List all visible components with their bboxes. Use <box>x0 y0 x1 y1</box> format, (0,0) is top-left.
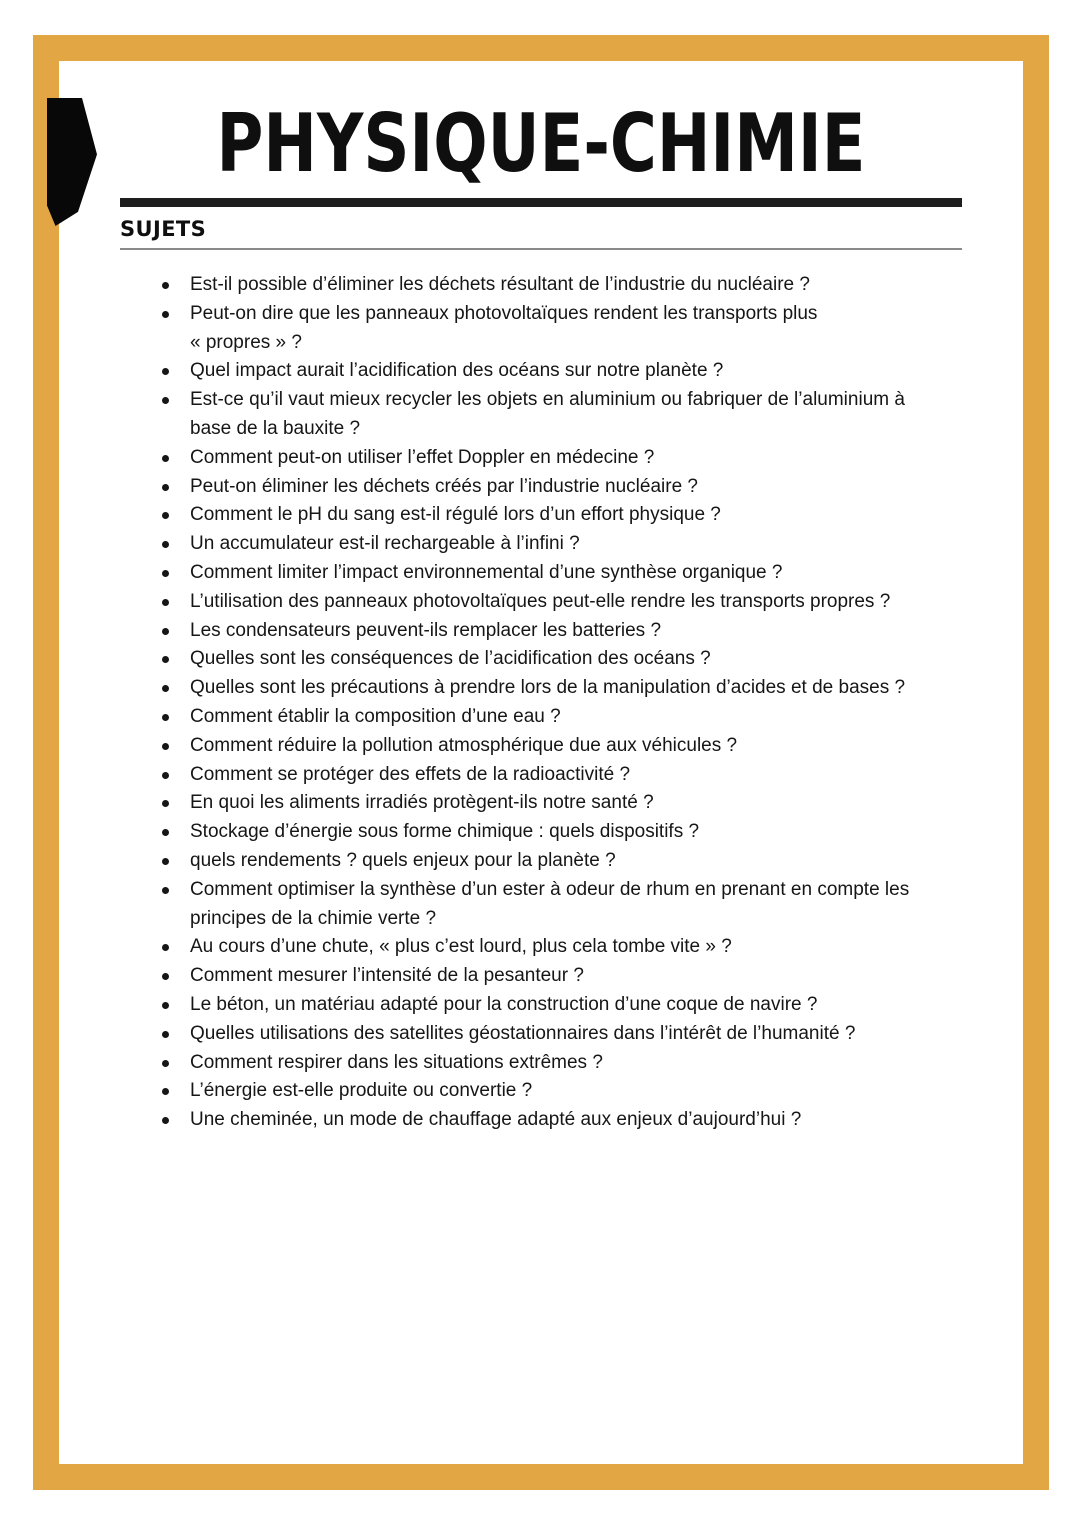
list-item: Une cheminée, un mode de chauffage adapté aux enjeux d’aujourd’hui ? <box>120 1106 932 1135</box>
list-item: Comment le pH du sang est-il régulé lors d’un effort physique ? <box>120 501 932 530</box>
list-item: Quelles sont les conséquences de l’acidification des océans ? <box>120 645 932 674</box>
list-item: Quelles utilisations des satellites géostationnaires dans l’intérêt de l’humanité ? <box>120 1020 932 1049</box>
list-item: Au cours d’une chute, « plus c’est lourd, plus cela tombe vite » ? <box>120 933 932 962</box>
title-rule <box>120 198 962 207</box>
list-item: Comment respirer dans les situations extrêmes ? <box>120 1049 932 1078</box>
list-item: Comment limiter l’impact environnemental d’une synthèse organique ? <box>120 559 932 588</box>
list-item: Le béton, un matériau adapté pour la construction d’une coque de navire ? <box>120 991 932 1020</box>
list-item: quels rendements ? quels enjeux pour la planète ? <box>120 847 932 876</box>
section-rule <box>120 248 962 250</box>
list-item: Peut-on dire que les panneaux photovoltaïques rendent les transports plus « propres » ? <box>120 300 932 358</box>
list-item: Quelles sont les précautions à prendre lors de la manipulation d’acides et de bases ? <box>120 674 932 703</box>
list-item: L’utilisation des panneaux photovoltaïques peut-elle rendre les transports propres ? <box>120 588 932 617</box>
list-item: Les condensateurs peuvent-ils remplacer les batteries ? <box>120 617 932 646</box>
list-item: Comment mesurer l’intensité de la pesanteur ? <box>120 962 932 991</box>
list-item: Peut-on éliminer les déchets créés par l’industrie nucléaire ? <box>120 473 932 502</box>
list-item: En quoi les aliments irradiés protègent-ils notre santé ? <box>120 789 932 818</box>
list-item: Est-il possible d’éliminer les déchets résultant de l’industrie du nucléaire ? <box>120 271 932 300</box>
page-title: PHYSIQUE-CHIMIE <box>216 97 866 190</box>
list-item: Comment optimiser la synthèse d’un ester à odeur de rhum en prenant en compte les principes de la chimie verte ? <box>120 876 932 934</box>
subject-list <box>120 271 932 1135</box>
list-item: Comment établir la composition d’une eau ? <box>120 703 932 732</box>
list-item: Comment peut-on utiliser l’effet Doppler en médecine ? <box>120 444 932 473</box>
list-item: Stockage d’énergie sous forme chimique : quels dispositifs ? <box>120 818 932 847</box>
list-item: Est-ce qu’il vaut mieux recycler les objets en aluminium ou fabriquer de l’aluminium à base de la bauxite ? <box>120 386 932 444</box>
list-item: Un accumulateur est-il rechargeable à l’infini ? <box>120 530 932 559</box>
list-item: Comment se protéger des effets de la radioactivité ? <box>120 761 932 790</box>
list-item: Quel impact aurait l’acidification des océans sur notre planète ? <box>120 357 932 386</box>
document-content <box>120 97 962 1135</box>
list-item: Comment réduire la pollution atmosphérique due aux véhicules ? <box>120 732 932 761</box>
list-item: L’énergie est-elle produite ou convertie ? <box>120 1077 932 1106</box>
section-heading: SUJETS <box>120 217 207 241</box>
